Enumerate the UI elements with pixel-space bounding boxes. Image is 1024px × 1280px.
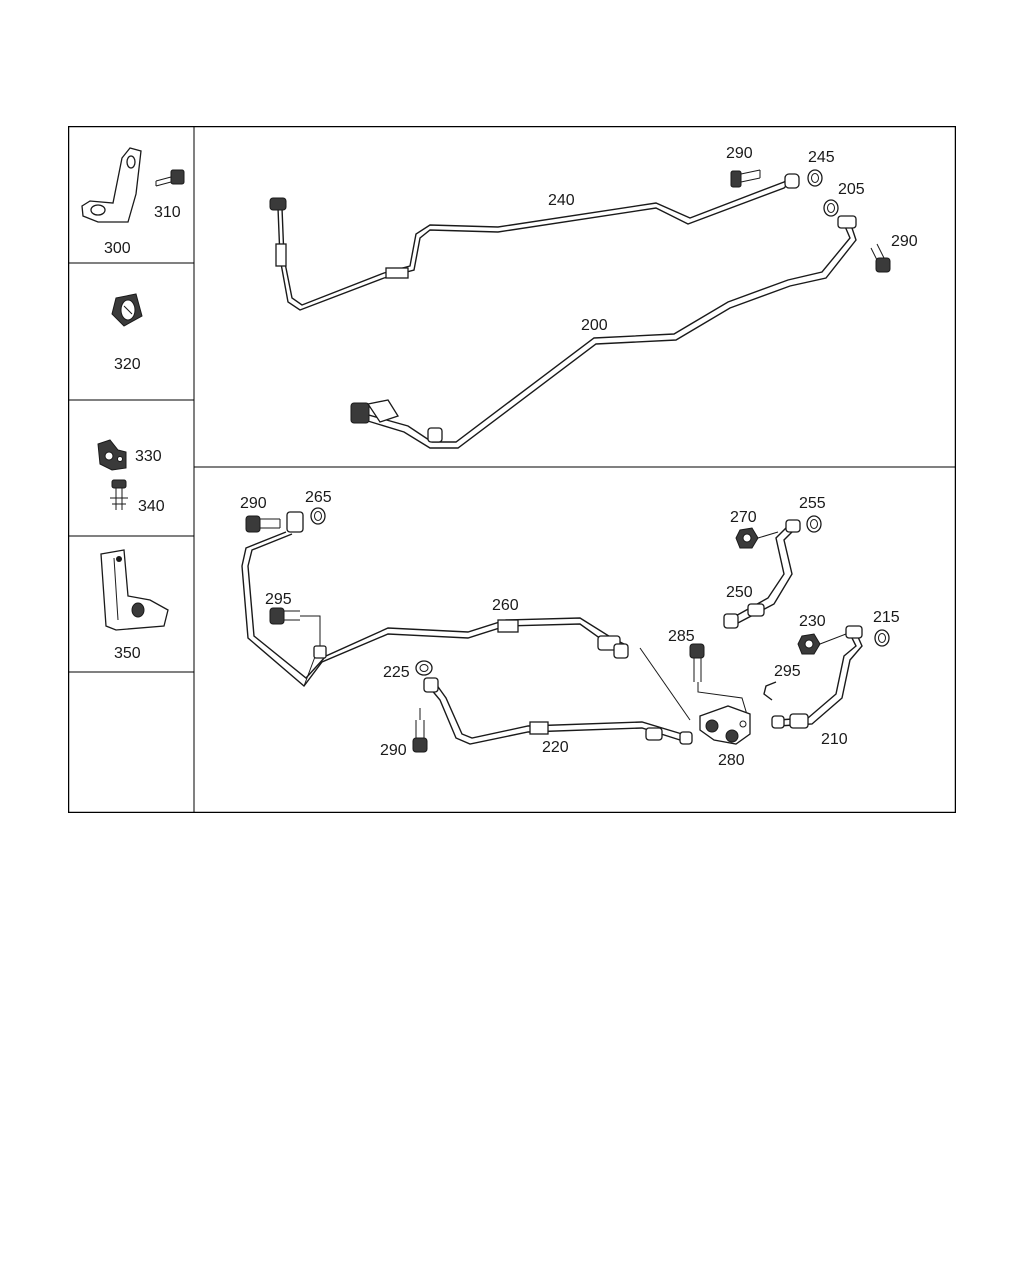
circlip-295 [764,682,776,700]
bolt-290-lower-left [246,516,280,532]
label-290-a: 290 [726,145,753,162]
label-255: 255 [799,495,826,512]
label-210: 210 [821,731,848,748]
label-245: 245 [808,149,835,166]
label-330: 330 [135,448,162,465]
label-265: 265 [305,489,332,506]
label-350: 350 [114,645,141,662]
bolt-290-right [871,244,890,272]
bolt-290-lower [413,708,427,752]
label-205: 205 [838,181,865,198]
screw-340 [110,480,128,510]
label-260: 260 [492,597,519,614]
label-200: 200 [581,317,608,334]
bolt-290-upper [731,170,760,187]
parts-diagram [68,126,956,813]
label-310: 310 [154,204,181,221]
bolt-310 [156,170,184,186]
label-290-d: 290 [380,742,407,759]
bolt-285 [690,644,748,718]
label-240: 240 [548,192,575,209]
hose-250 [724,520,800,628]
label-320: 320 [114,356,141,373]
label-285: 285 [668,628,695,645]
label-295-a: 295 [265,591,292,608]
label-250: 250 [726,584,753,601]
line-240 [270,174,799,310]
label-230: 230 [799,613,826,630]
label-340: 340 [138,498,165,515]
label-220: 220 [542,739,569,756]
label-300: 300 [104,240,131,257]
label-290-c: 290 [240,495,267,512]
nut-230 [798,634,846,654]
label-270: 270 [730,509,757,526]
line-260 [242,512,628,686]
label-215: 215 [873,609,900,626]
bracket-300 [82,148,141,222]
bolt-295-left [270,608,320,646]
parts-diagram-frame [68,126,956,813]
label-280: 280 [718,752,745,769]
line-220 [424,678,692,744]
clip-330 [98,440,126,470]
label-290-b: 290 [891,233,918,250]
label-295-b: 295 [774,663,801,680]
label-225: 225 [383,664,410,681]
heat-shield-350 [101,550,168,630]
rubber-bushing-320 [112,294,142,326]
nut-270 [736,528,778,548]
